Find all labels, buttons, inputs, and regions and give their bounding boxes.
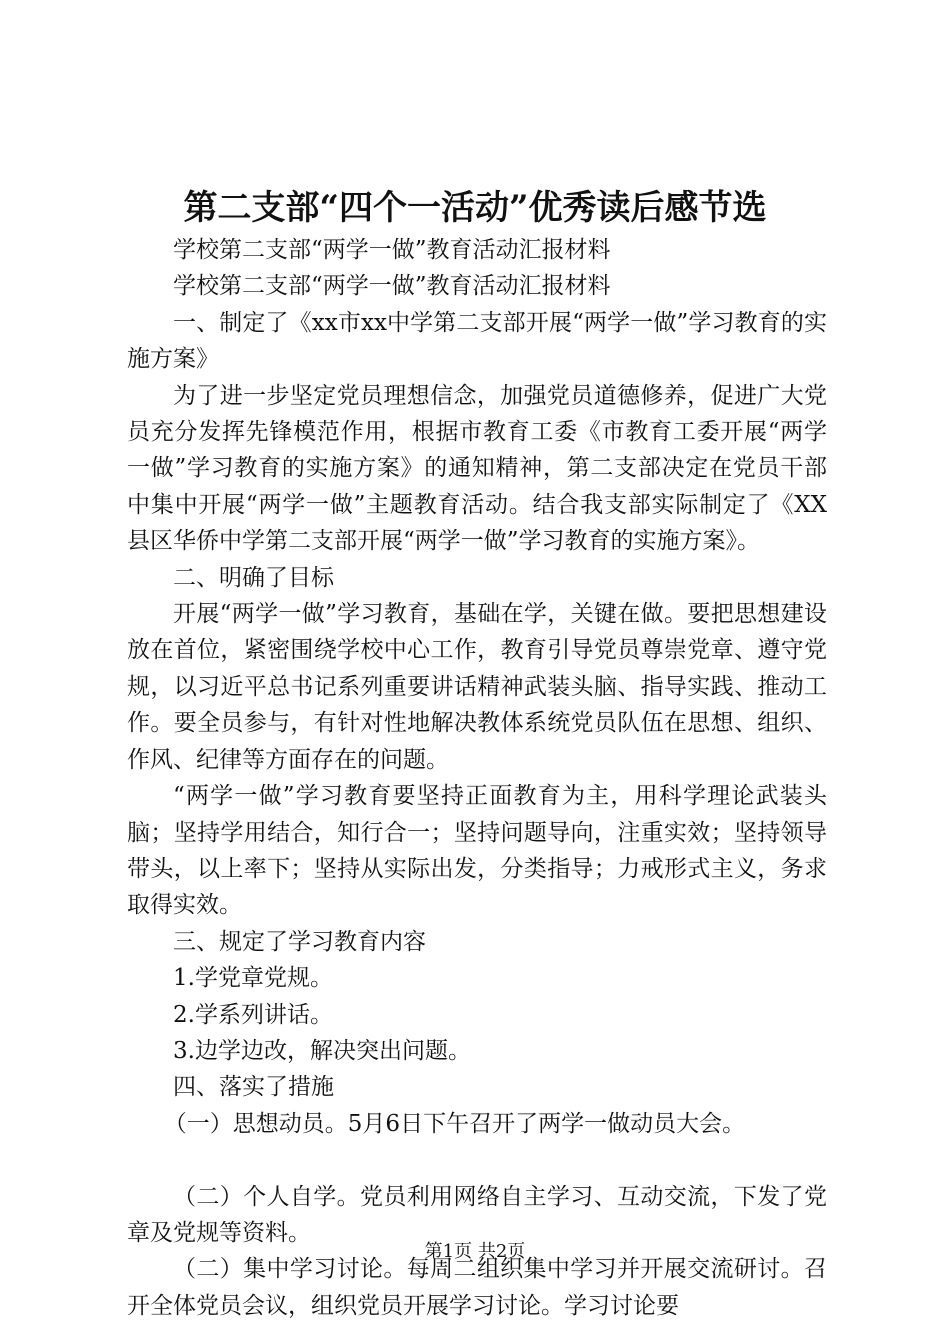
paragraph-spacer	[127, 1142, 827, 1178]
paragraph-measure-1: （一）思想动员。5月6日下午召开了两学一做动员大会。	[163, 1110, 746, 1137]
page-number-footer: 第1页 共2页	[424, 1241, 526, 1262]
paragraph-report-heading-2: 学校第二支部“两学一做”教育活动汇报材料	[173, 273, 611, 300]
paragraph-measure-2: （二）个人自学。党员利用网络自主学习、互动交流，下发了党章及党规等资料。	[127, 1183, 827, 1246]
paragraph-section-1-heading: 一、制定了《xx市xx中学第二支部开展“两学一做”学习教育的实施方案》	[127, 309, 827, 373]
paragraph-section-4-heading: 四、落实了措施	[173, 1074, 334, 1101]
paragraph-list-item-2: 2.学系列讲话。	[173, 1001, 333, 1028]
paragraph-report-heading-1: 学校第二支部“两学一做”教育活动汇报材料	[173, 237, 611, 263]
paragraph-list-item-1: 1.学党章党规。	[173, 965, 333, 992]
paragraph-section-2-heading: 二、明确了目标	[173, 564, 334, 591]
paragraph-section-1-body: 为了进一步坚定党员理想信念，加强党员道德修养，促进广大党员充分发挥先锋模范作用，根据市教育工委《市教育工委开展“两学一做”学习教育的实施方案》的通知精神，第二支部决定在党员干部中集中开展“两学一做”主题教育活动。结合我支部实际制定了《XX县区华侨中学第二支部开展“两学一做”学习教育的实施方案》。	[127, 382, 827, 555]
document-body	[127, 232, 827, 1324]
paragraph-section-2-body-2: “两学一做”学习教育要坚持正面教育为主，用科学理论武装头脑；坚持学用结合，知行合一；坚持问题导向，注重实效；坚持领导带头，以上率下；坚持从实际出发，分类指导；力戒形式主义，务求取得实效。	[127, 783, 827, 919]
paragraph-section-2-body-1: 开展“两学一做”学习教育，基础在学，关键在做。要把思想建设放在首位，紧密围绕学校中心工作，教育引导党员尊崇党章、遵守党规，以习近平总书记系列重要讲话精神武装头脑、指导实践、推动工作。要全员参与，有针对性地解决教体系统党员队伍在思想、组织、作风、纪律等方面存在的问题。	[127, 601, 827, 773]
paragraph-measure-3: （二）集中学习讨论。每周二组织集中学习并开展交流研讨。召开全体党员会议，组织党员开展学习讨论。学习讨论要	[127, 1256, 827, 1319]
paragraph-section-3-heading: 三、规定了学习教育内容	[173, 928, 426, 955]
document-title: 第二支部“四个一活动”优秀读后感节选	[183, 188, 767, 228]
paragraph-list-item-3: 3.边学边改，解决突出问题。	[173, 1037, 471, 1064]
